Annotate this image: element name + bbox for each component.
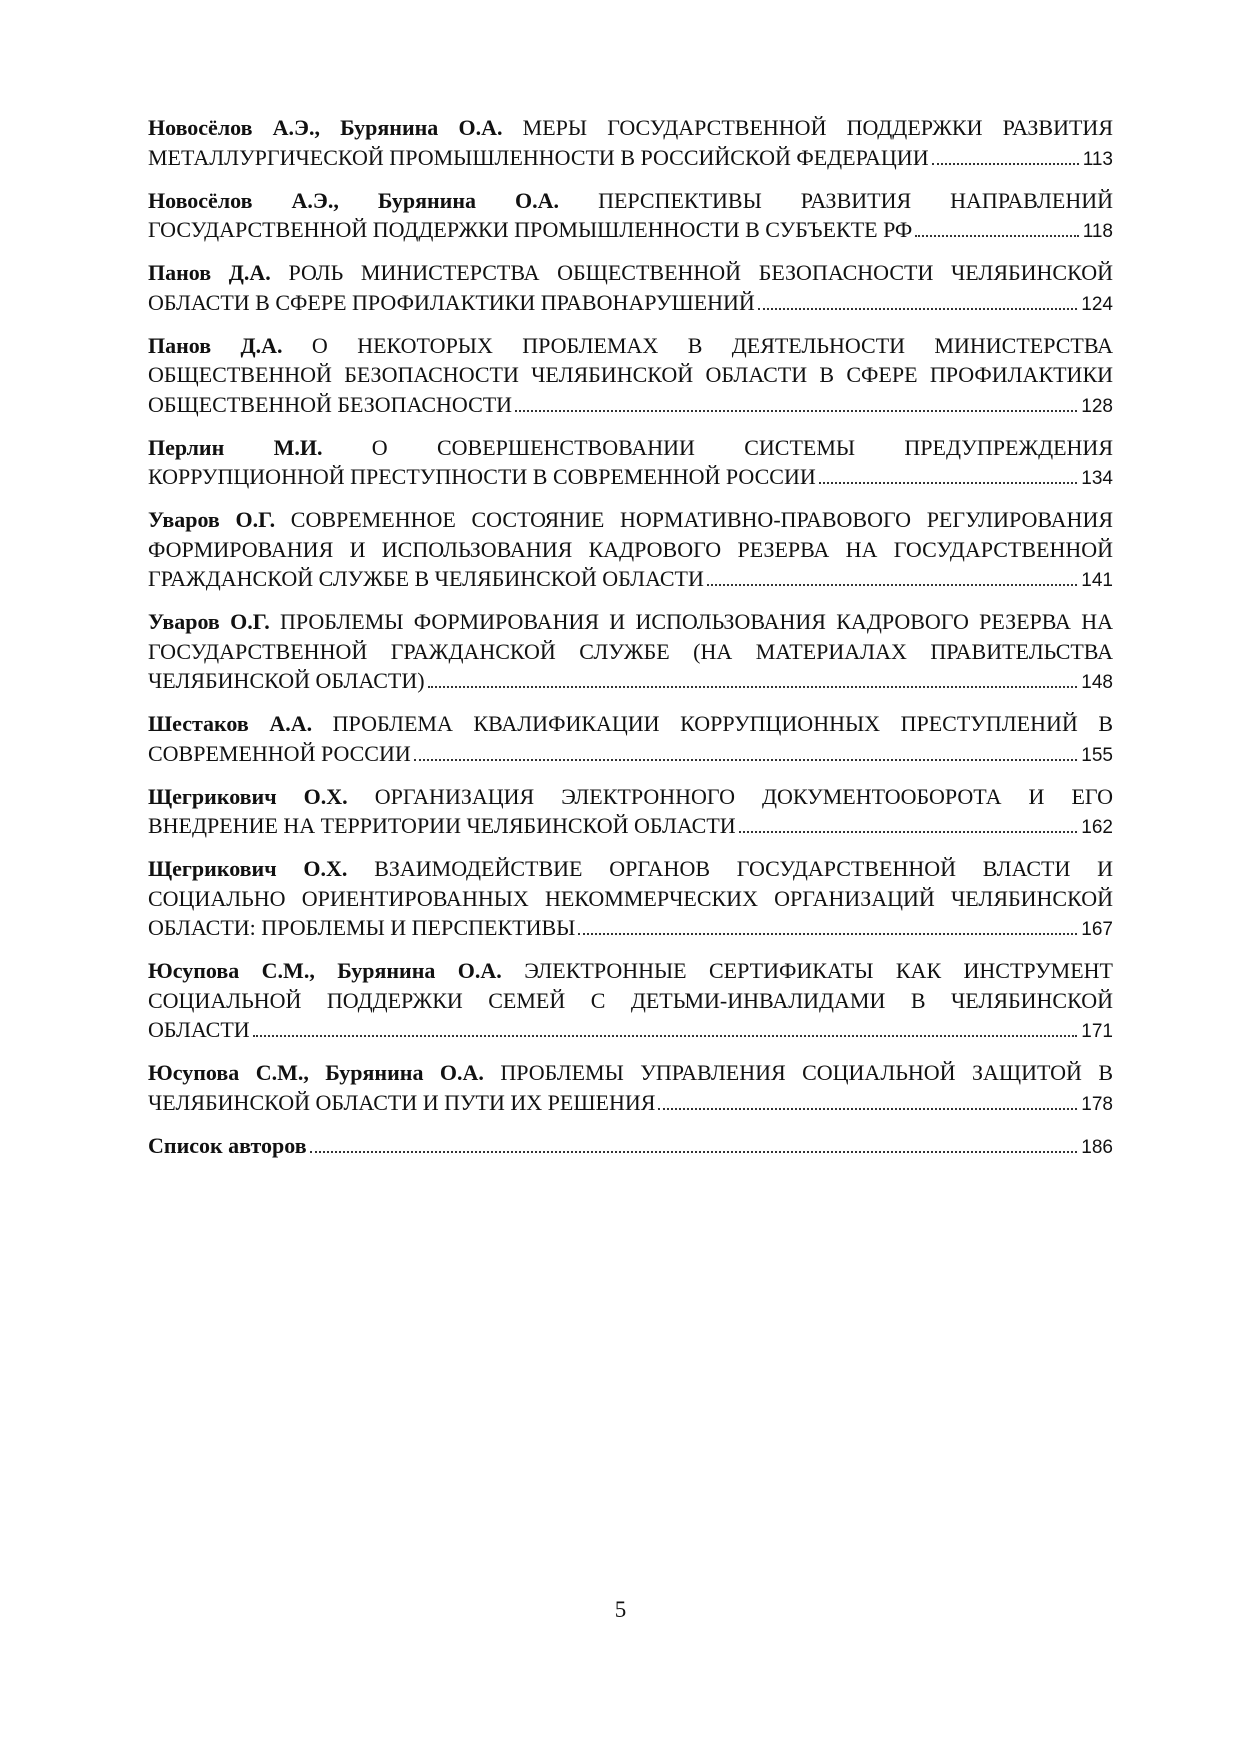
toc-entry[interactable] <box>148 505 1113 596</box>
toc-entry-title-lead: ПЕРСПЕКТИВЫ РАЗВИТИЯ НАПРАВЛЕНИЙ <box>598 187 1113 213</box>
toc-entry-title-lead: ПРОБЛЕМЫ ФОРМИРОВАНИЯ И ИСПОЛЬЗОВАНИЯ КАДРОВОГО РЕЗЕРВА НА ГОСУДАРСТВЕННОЙ ГРАЖДАНСКОЙ СЛУЖБЕ (НА МАТЕРИАЛАХ ПРАВИТЕЛЬСТВА <box>148 609 1114 664</box>
toc-entry-title-tail: ГОСУДАРСТВЕННОЙ ПОДДЕРЖКИ ПРОМЫШЛЕННОСТИ В СУБЪЕКТЕ РФ <box>148 217 913 242</box>
dot-leader <box>739 830 1078 833</box>
toc-entry-page: 171 <box>1081 1021 1113 1042</box>
toc-entry-author: Новосёлов А.Э., Бурянина О.А. <box>148 115 503 140</box>
toc-entry[interactable] <box>148 607 1113 698</box>
toc-entry-author: Панов Д.А. <box>148 332 283 358</box>
toc-entry[interactable] <box>148 956 1113 1047</box>
toc-entry-title-lead: О НЕКОТОРЫХ ПРОБЛЕМАХ В ДЕЯТЕЛЬНОСТИ МИНИСТЕРСТВА ОБЩЕСТВЕННОЙ БЕЗОПАСНОСТИ ЧЕЛЯБИНСКОЙ ОБЛАСТИ В СФЕРЕ ПРОФИЛАКТИКИ <box>148 332 1113 387</box>
toc-entry-title-lead: О СОВЕРШЕНСТВОВАНИИ СИСТЕМЫ ПРЕДУПРЕЖДЕНИЯ <box>371 434 1113 460</box>
toc-entry-author: Новосёлов А.Э., Бурянина О.А. <box>148 187 560 213</box>
toc-entry-page: 167 <box>1081 919 1113 940</box>
toc-entry-title-tail: КОРРУПЦИОННОЙ ПРЕСТУПНОСТИ В СОВРЕМЕННОЙ РОССИИ <box>148 464 816 489</box>
page-number: 5 <box>614 1597 627 1622</box>
dot-leader <box>819 481 1078 484</box>
toc-entry-title-lead: РОЛЬ МИНИСТЕРСТВА ОБЩЕСТВЕННОЙ БЕЗОПАСНОСТИ ЧЕЛЯБИНСКОЙ <box>288 260 1114 285</box>
toc-entry-title-tail: ОБЛАСТИ В СФЕРЕ ПРОФИЛАКТИКИ ПРАВОНАРУШЕНИЙ <box>148 289 755 315</box>
toc-entry-author: Уваров О.Г. <box>148 609 270 634</box>
toc-entry-page: 134 <box>1081 468 1113 489</box>
toc-entry-author: Щегрикович О.Х. <box>148 783 348 809</box>
table-of-contents <box>148 113 1113 1162</box>
toc-entry[interactable] <box>148 186 1113 247</box>
dot-leader <box>253 1034 1078 1037</box>
dot-leader <box>658 1107 1077 1110</box>
dot-leader <box>428 685 1078 688</box>
dot-leader <box>515 409 1077 412</box>
dot-leader <box>932 162 1079 165</box>
toc-entry-title-tail: СОВРЕМЕННОЙ РОССИИ <box>148 740 411 766</box>
toc-entry-title-lead: ВЗАИМОДЕЙСТВИЕ ОРГАНОВ ГОСУДАРСТВЕННОЙ ВЛАСТИ И СОЦИАЛЬНО ОРИЕНТИРОВАННЫХ НЕКОММЕРЧЕСКИХ ОРГАНИЗАЦИЙ ЧЕЛЯБИНСКОЙ <box>148 856 1113 911</box>
toc-entry-title-lead: СОВРЕМЕННОЕ СОСТОЯНИЕ НОРМАТИВНО-ПРАВОВОГО РЕГУЛИРОВАНИЯ ФОРМИРОВАНИЯ И ИСПОЛЬЗОВАНИЯ КАДРОВОГО РЕЗЕРВА НА ГОСУДАРСТВЕННОЙ <box>148 507 1114 562</box>
toc-entry-title-tail: ОБЩЕСТВЕННОЙ БЕЗОПАСНОСТИ <box>148 391 513 417</box>
dot-leader <box>707 583 1077 586</box>
toc-entry-title-tail: ГРАЖДАНСКОЙ СЛУЖБЕ В ЧЕЛЯБИНСКОЙ ОБЛАСТИ <box>148 566 704 591</box>
authors-list-page: 186 <box>1081 1136 1113 1158</box>
toc-entry-author: Перлин М.И. <box>148 434 323 460</box>
toc-entry-title-tail: ОБЛАСТИ <box>148 1017 250 1042</box>
toc-entry-page: 148 <box>1081 672 1113 693</box>
toc-entry[interactable] <box>148 331 1113 422</box>
toc-entry-author: Шестаков А.А. <box>148 711 313 736</box>
toc-entry-page: 113 <box>1082 148 1113 170</box>
authors-list-label: Список авторов <box>148 1132 307 1158</box>
toc-entry-page: 118 <box>1082 221 1113 242</box>
toc-entry[interactable] <box>148 709 1113 770</box>
toc-entry-author: Панов Д.А. <box>148 260 271 285</box>
dot-leader <box>758 307 1077 310</box>
toc-entry-page: 124 <box>1081 293 1113 315</box>
toc-entry-author: Уваров О.Г. <box>148 507 276 532</box>
toc-entry[interactable] <box>148 258 1113 319</box>
toc-entry[interactable] <box>148 854 1113 945</box>
toc-entry-page: 141 <box>1081 570 1113 591</box>
toc-entry-authors-list[interactable] <box>148 1131 1113 1163</box>
toc-entry-title-lead: ПРОБЛЕМА КВАЛИФИКАЦИИ КОРРУПЦИОННЫХ ПРЕСТУПЛЕНИЙ В <box>332 711 1114 736</box>
toc-entry-page: 155 <box>1081 744 1113 766</box>
dot-leader <box>915 234 1078 237</box>
dot-leader <box>310 1150 1078 1153</box>
toc-entry-page: 128 <box>1081 395 1113 417</box>
toc-entry-page: 178 <box>1081 1093 1113 1115</box>
toc-entry-title-tail: ОБЛАСТИ: ПРОБЛЕМЫ И ПЕРСПЕКТИВЫ <box>148 915 576 940</box>
toc-entry-author: Юсупова С.М., Бурянина О.А. <box>148 958 502 983</box>
toc-entry[interactable] <box>148 433 1113 494</box>
toc-entry-title-lead: ЭЛЕКТРОННЫЕ СЕРТИФИКАТЫ КАК ИНСТРУМЕНТ СОЦИАЛЬНОЙ ПОДДЕРЖКИ СЕМЕЙ С ДЕТЬМИ-ИНВАЛИДАМИ В ЧЕЛЯБИНСКОЙ <box>148 958 1113 1013</box>
toc-entry[interactable] <box>148 1058 1113 1119</box>
toc-entry[interactable] <box>148 782 1113 843</box>
toc-entry-author: Щегрикович О.Х. <box>148 856 348 881</box>
toc-entry-title-tail: ВНЕДРЕНИЕ НА ТЕРРИТОРИИ ЧЕЛЯБИНСКОЙ ОБЛАСТИ <box>148 813 736 838</box>
toc-entry-page: 162 <box>1081 817 1113 838</box>
toc-entry-title-lead: ОРГАНИЗАЦИЯ ЭЛЕКТРОННОГО ДОКУМЕНТООБОРОТА И ЕГО <box>374 783 1113 809</box>
toc-entry-title-lead: МЕРЫ ГОСУДАРСТВЕННОЙ ПОДДЕРЖКИ РАЗВИТИЯ <box>522 115 1113 140</box>
toc-entry-title-tail: ЧЕЛЯБИНСКОЙ ОБЛАСТИ) <box>148 668 425 693</box>
toc-entry-title-lead: ПРОБЛЕМЫ УПРАВЛЕНИЯ СОЦИАЛЬНОЙ ЗАЩИТОЙ В <box>500 1060 1113 1085</box>
toc-entry-title-tail: МЕТАЛЛУРГИЧЕСКОЙ ПРОМЫШЛЕННОСТИ В РОССИЙСКОЙ ФЕДЕРАЦИИ <box>148 144 929 170</box>
toc-entry-author: Юсупова С.М., Бурянина О.А. <box>148 1060 484 1085</box>
toc-entry[interactable] <box>148 113 1113 174</box>
toc-entry-title-tail: ЧЕЛЯБИНСКОЙ ОБЛАСТИ И ПУТИ ИХ РЕШЕНИЯ <box>148 1089 656 1115</box>
dot-leader <box>578 932 1077 935</box>
dot-leader <box>414 758 1078 761</box>
